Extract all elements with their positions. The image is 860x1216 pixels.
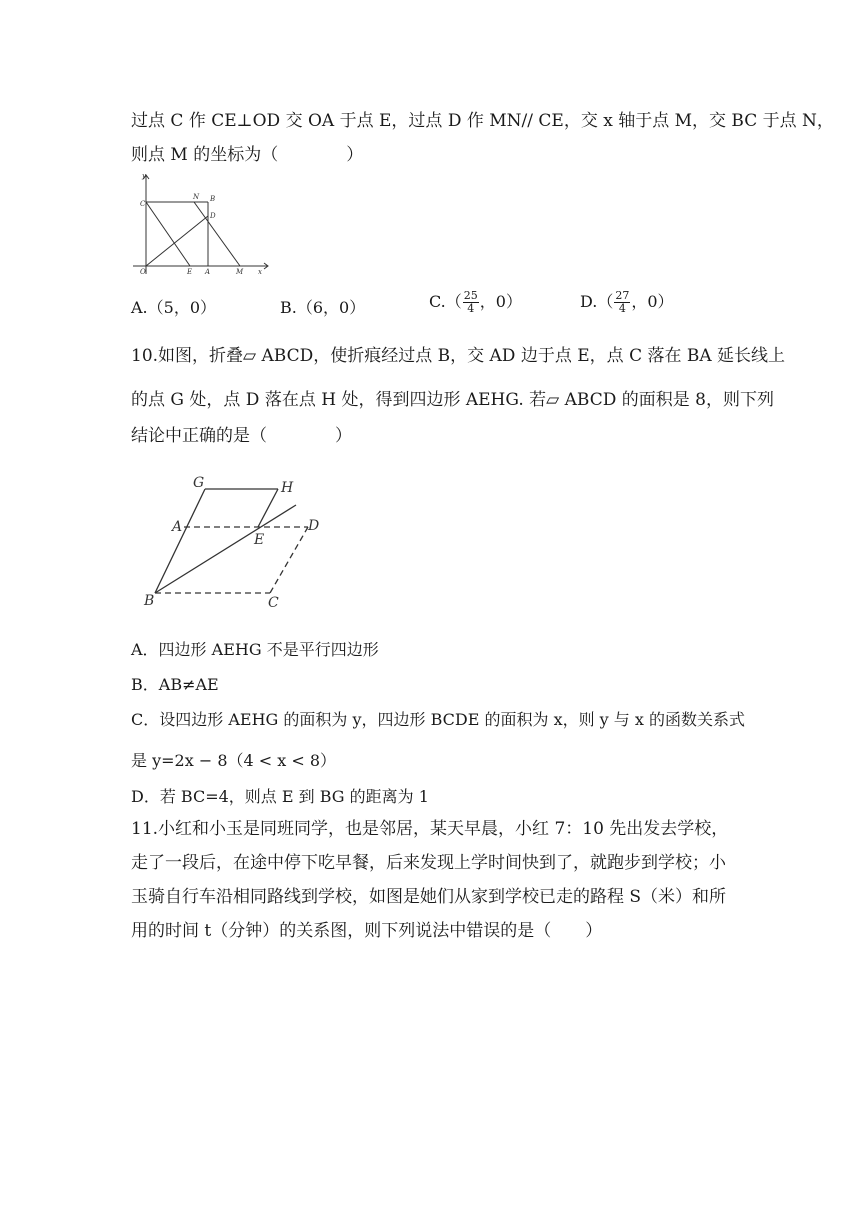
q10-option-a: A．四边形 AEHG 不是平行四边形 [131,640,379,659]
q11-text-line-2: 走了一段后，在途中停下吃早餐，后来发现上学时间快到了，就跑步到学校；小 [131,853,726,873]
frac-numerator: 27 [615,289,630,302]
q11-text-line-1: 11.小红和小玉是同班同学，也是邻居，某天早晨，小红 7：10 先出发去学校， [131,819,729,839]
label-n: N [193,193,200,201]
q10-option-c-line-2: 是 y=2x − 8（4 < x < 8） [131,751,337,770]
q10-option-d: D．若 BC=4，则点 E 到 BG 的距离为 1 [131,787,429,806]
label-y: y [142,172,146,180]
q9-option-c-prefix: C.（ [429,292,462,311]
label-d: D [308,518,320,534]
q11-text-line-3: 玉骑自行车沿相同路线到学校，如图是她们从家到学校已走的路程 S（米）和所 [131,887,727,907]
q10-text-line-1: 10.如图，折叠▱ ABCD，使折痕经过点 B，交 AD 边于点 E，点 C 落在 BA 延长线上 [131,346,786,366]
label-b: B [144,593,155,609]
segment-he [258,489,278,527]
label-g: G [193,475,205,491]
q9-option-c-fraction [463,290,479,315]
label-m: M [236,268,244,276]
label-a: A [205,268,211,276]
label-d: D [210,212,216,220]
q9-option-a: A.（5，0） [131,298,217,317]
q10-option-b: B．AB≠AE [131,675,219,694]
q9-option-d-fraction [614,290,630,315]
segment-od [146,216,208,266]
frac-denominator: 4 [467,302,475,315]
label-b: B [210,195,216,203]
frac-numerator: 25 [463,289,478,302]
q9-option-d [580,290,674,315]
label-o: O [140,268,146,276]
label-a: A [172,519,183,535]
q11-text-line-4: 用的时间 t（分钟）的关系图，则下列说法中错误的是（ ） [131,921,603,941]
q10-option-c-line-1: C．设四边形 AEHG 的面积为 y，四边形 BCDE 的面积为 x，则 y 与 x 的函数关系式 [131,710,746,729]
label-e: E [254,532,265,548]
label-h: H [281,480,294,496]
segment-mn [194,202,240,266]
q9-option-c [429,290,522,315]
q9-option-d-prefix: D.（ [580,292,614,311]
q9-option-b: B.（6，0） [280,298,366,317]
q10-text-line-2: 的点 G 处，点 D 落在点 H 处，得到四边形 AEHG. 若▱ ABCD 的面积是 8，则下列 [131,390,774,410]
q9-option-d-suffix: ，0） [631,292,674,311]
q9-figure [128,170,278,278]
q9-option-c-suffix: ，0） [479,292,522,311]
frac-denominator: 4 [618,302,626,315]
label-x: x [258,268,262,276]
q9-text-line-2: 则点 M 的坐标为（ ） [131,145,364,165]
segment-dc [270,527,308,593]
q10-figure [138,472,338,612]
label-c: C [140,200,146,208]
label-c: C [268,595,279,611]
label-e: E [187,268,193,276]
segment-ce [146,202,190,266]
q9-text-line-1: 过点 C 作 CE⊥OD 交 OA 于点 E，过点 D 作 MN// CE，交 x 轴于点 M，交 BC 于点 N， [131,111,834,131]
q10-text-line-3: 结论中正确的是（ ） [131,426,352,446]
